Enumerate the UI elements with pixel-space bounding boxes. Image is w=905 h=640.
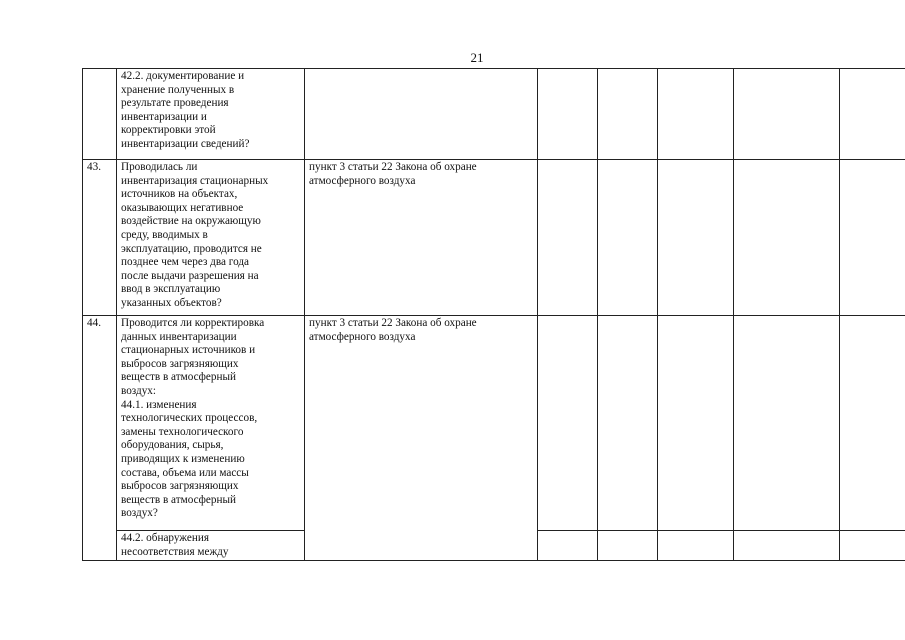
reference-text: пункт 3 статьи 22 Закона об охране атмосферного воздуха — [309, 161, 477, 187]
table-row — [83, 160, 905, 316]
answer-no-cell — [598, 69, 658, 160]
answer-na-cell — [658, 69, 734, 160]
question-cell — [117, 69, 305, 160]
table-row — [83, 69, 905, 160]
answer-yes-cell — [538, 160, 598, 316]
question-text: Проводилась ли инвентаризация стационарных источников на объектах, оказывающих негативное воздействие на окружающую среду, вводимых в эксплуатацию, проводится не позднее чем через два года после выдачи разрешения на ввод в эксплуатацию указанных объектов? — [121, 161, 269, 309]
reference-cell — [305, 316, 538, 561]
reference-cell — [305, 160, 538, 316]
question-cell — [117, 531, 305, 561]
comment-cell — [840, 531, 905, 561]
comment-cell — [840, 160, 905, 316]
note-cell — [734, 69, 840, 160]
note-cell — [734, 316, 840, 531]
answer-yes-cell — [538, 531, 598, 561]
note-cell — [734, 531, 840, 561]
answer-no-cell — [598, 316, 658, 531]
row-number-cell: 44. — [83, 316, 117, 561]
answer-na-cell — [658, 531, 734, 561]
reference-cell — [305, 69, 538, 160]
table-row — [83, 316, 905, 531]
page-number: 21 — [470, 50, 484, 65]
row-number-cell — [83, 69, 117, 160]
question-text: 44.2. обнаружения несоответствия между — [121, 532, 229, 558]
checklist-table — [82, 68, 905, 561]
row-number-cell: 43. — [83, 160, 117, 316]
question-cell — [117, 160, 305, 316]
reference-text: пункт 3 статьи 22 Закона об охране атмосферного воздуха — [309, 317, 477, 343]
answer-yes-cell — [538, 316, 598, 531]
note-cell — [734, 160, 840, 316]
question-text: Проводится ли корректировка данных инвентаризации стационарных источников и выбросов загрязняющих веществ в атмосферный воздух: 44.1. изменения технологических процессов, замены технологического оборудования, сырья, приводящих к изменению состава, объема или массы выбросов загрязняющих веществ в атмосферный воздух? — [121, 317, 265, 520]
answer-no-cell — [598, 160, 658, 316]
question-text: 42.2. документирование и хранение полученных в результате проведения инвентаризации и корректировки этой инвентаризации сведений? — [121, 70, 250, 150]
answer-no-cell — [598, 531, 658, 561]
comment-cell — [840, 316, 905, 531]
answer-na-cell — [658, 316, 734, 531]
answer-yes-cell — [538, 69, 598, 160]
answer-na-cell — [658, 160, 734, 316]
comment-cell — [840, 69, 905, 160]
question-cell — [117, 316, 305, 531]
